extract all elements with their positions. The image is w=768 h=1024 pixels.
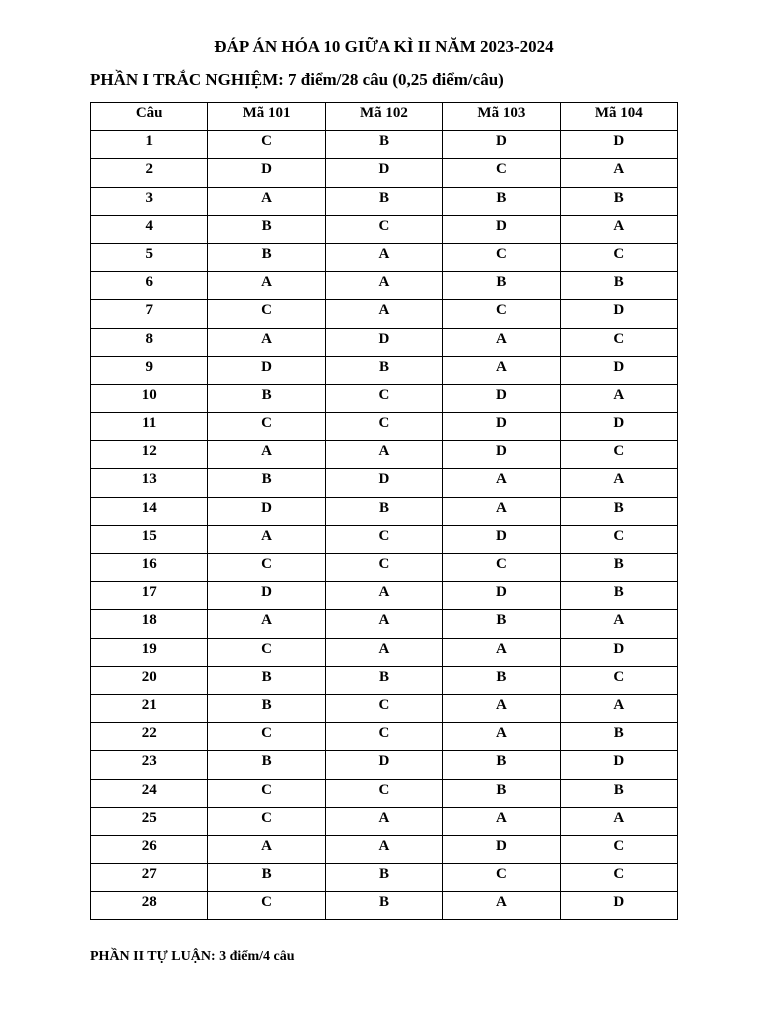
question-number-cell: 6 xyxy=(91,272,208,300)
code-101-answer-cell: A xyxy=(208,187,325,215)
column-header-code-102: Mã 102 xyxy=(325,103,442,131)
code-101-answer-cell: A xyxy=(208,525,325,553)
question-number-cell: 17 xyxy=(91,582,208,610)
code-101-answer-cell: C xyxy=(208,638,325,666)
column-header-question: Câu xyxy=(91,103,208,131)
code-101-answer-cell: D xyxy=(208,356,325,384)
code-103-answer-cell: D xyxy=(443,215,560,243)
code-101-answer-cell: B xyxy=(208,666,325,694)
table-row xyxy=(91,497,678,525)
answer-key-table xyxy=(90,102,678,920)
code-103-answer-cell: B xyxy=(443,272,560,300)
code-104-answer-cell: A xyxy=(560,215,677,243)
table-header-row xyxy=(91,103,678,131)
code-102-answer-cell: C xyxy=(325,694,442,722)
code-103-answer-cell: C xyxy=(443,300,560,328)
code-101-answer-cell: B xyxy=(208,864,325,892)
code-102-answer-cell: D xyxy=(325,751,442,779)
code-104-answer-cell: C xyxy=(560,835,677,863)
code-102-answer-cell: C xyxy=(325,525,442,553)
code-104-answer-cell: A xyxy=(560,469,677,497)
table-row xyxy=(91,300,678,328)
code-101-answer-cell: C xyxy=(208,131,325,159)
code-104-answer-cell: A xyxy=(560,384,677,412)
code-102-answer-cell: D xyxy=(325,469,442,497)
table-row xyxy=(91,525,678,553)
code-101-answer-cell: A xyxy=(208,272,325,300)
code-103-answer-cell: C xyxy=(443,554,560,582)
question-number-cell: 24 xyxy=(91,779,208,807)
code-103-answer-cell: D xyxy=(443,131,560,159)
code-101-answer-cell: B xyxy=(208,751,325,779)
table-row xyxy=(91,441,678,469)
code-101-answer-cell: C xyxy=(208,779,325,807)
code-102-answer-cell: D xyxy=(325,328,442,356)
code-101-answer-cell: A xyxy=(208,441,325,469)
table-row xyxy=(91,694,678,722)
code-102-answer-cell: C xyxy=(325,413,442,441)
question-number-cell: 5 xyxy=(91,243,208,271)
code-103-answer-cell: C xyxy=(443,159,560,187)
question-number-cell: 4 xyxy=(91,215,208,243)
code-103-answer-cell: B xyxy=(443,779,560,807)
table-row xyxy=(91,131,678,159)
code-102-answer-cell: B xyxy=(325,892,442,920)
question-number-cell: 9 xyxy=(91,356,208,384)
table-row xyxy=(91,779,678,807)
code-104-answer-cell: C xyxy=(560,666,677,694)
code-101-answer-cell: B xyxy=(208,469,325,497)
code-102-answer-cell: C xyxy=(325,384,442,412)
code-104-answer-cell: A xyxy=(560,610,677,638)
code-101-answer-cell: A xyxy=(208,610,325,638)
table-row xyxy=(91,215,678,243)
code-102-answer-cell: B xyxy=(325,666,442,694)
code-101-answer-cell: C xyxy=(208,723,325,751)
code-104-answer-cell: D xyxy=(560,638,677,666)
code-101-answer-cell: C xyxy=(208,554,325,582)
question-number-cell: 2 xyxy=(91,159,208,187)
table-row xyxy=(91,582,678,610)
question-number-cell: 19 xyxy=(91,638,208,666)
code-102-answer-cell: A xyxy=(325,610,442,638)
code-102-answer-cell: C xyxy=(325,554,442,582)
table-row xyxy=(91,666,678,694)
column-header-code-104: Mã 104 xyxy=(560,103,677,131)
code-101-answer-cell: C xyxy=(208,413,325,441)
code-104-answer-cell: A xyxy=(560,694,677,722)
code-103-answer-cell: D xyxy=(443,413,560,441)
code-104-answer-cell: B xyxy=(560,497,677,525)
code-101-answer-cell: A xyxy=(208,835,325,863)
question-number-cell: 26 xyxy=(91,835,208,863)
code-103-answer-cell: C xyxy=(443,864,560,892)
column-header-code-101: Mã 101 xyxy=(208,103,325,131)
code-102-answer-cell: A xyxy=(325,272,442,300)
question-number-cell: 23 xyxy=(91,751,208,779)
code-101-answer-cell: D xyxy=(208,497,325,525)
code-103-answer-cell: C xyxy=(443,243,560,271)
question-number-cell: 21 xyxy=(91,694,208,722)
table-row xyxy=(91,384,678,412)
code-102-answer-cell: A xyxy=(325,441,442,469)
code-103-answer-cell: A xyxy=(443,892,560,920)
code-102-answer-cell: A xyxy=(325,243,442,271)
code-101-answer-cell: B xyxy=(208,384,325,412)
code-102-answer-cell: D xyxy=(325,159,442,187)
question-number-cell: 1 xyxy=(91,131,208,159)
question-number-cell: 27 xyxy=(91,864,208,892)
code-104-answer-cell: B xyxy=(560,582,677,610)
code-103-answer-cell: A xyxy=(443,356,560,384)
code-102-answer-cell: A xyxy=(325,300,442,328)
code-102-answer-cell: B xyxy=(325,497,442,525)
code-102-answer-cell: B xyxy=(325,356,442,384)
code-103-answer-cell: D xyxy=(443,384,560,412)
code-103-answer-cell: A xyxy=(443,497,560,525)
table-row xyxy=(91,638,678,666)
table-row xyxy=(91,272,678,300)
table-row xyxy=(91,243,678,271)
code-102-answer-cell: B xyxy=(325,187,442,215)
code-103-answer-cell: A xyxy=(443,328,560,356)
code-103-answer-cell: D xyxy=(443,525,560,553)
code-103-answer-cell: D xyxy=(443,582,560,610)
table-row xyxy=(91,469,678,497)
code-104-answer-cell: B xyxy=(560,554,677,582)
code-101-answer-cell: C xyxy=(208,807,325,835)
code-103-answer-cell: B xyxy=(443,187,560,215)
code-104-answer-cell: D xyxy=(560,892,677,920)
code-102-answer-cell: C xyxy=(325,779,442,807)
code-101-answer-cell: D xyxy=(208,582,325,610)
code-101-answer-cell: D xyxy=(208,159,325,187)
code-101-answer-cell: A xyxy=(208,328,325,356)
table-row xyxy=(91,187,678,215)
question-number-cell: 18 xyxy=(91,610,208,638)
column-header-code-103: Mã 103 xyxy=(443,103,560,131)
code-101-answer-cell: B xyxy=(208,215,325,243)
question-number-cell: 7 xyxy=(91,300,208,328)
table-row xyxy=(91,413,678,441)
question-number-cell: 22 xyxy=(91,723,208,751)
code-104-answer-cell: B xyxy=(560,272,677,300)
question-number-cell: 28 xyxy=(91,892,208,920)
code-104-answer-cell: A xyxy=(560,159,677,187)
code-103-answer-cell: A xyxy=(443,694,560,722)
code-104-answer-cell: B xyxy=(560,723,677,751)
question-number-cell: 16 xyxy=(91,554,208,582)
table-row xyxy=(91,892,678,920)
code-103-answer-cell: B xyxy=(443,666,560,694)
code-103-answer-cell: A xyxy=(443,807,560,835)
table-row xyxy=(91,356,678,384)
section-2-heading: PHẦN II TỰ LUẬN: 3 điểm/4 câu xyxy=(90,949,295,964)
code-102-answer-cell: C xyxy=(325,215,442,243)
code-101-answer-cell: C xyxy=(208,892,325,920)
code-102-answer-cell: A xyxy=(325,835,442,863)
document-title: ĐÁP ÁN HÓA 10 GIỮA KÌ II NĂM 2023-2024 xyxy=(214,37,554,56)
code-103-answer-cell: D xyxy=(443,441,560,469)
code-104-answer-cell: D xyxy=(560,131,677,159)
question-number-cell: 15 xyxy=(91,525,208,553)
code-103-answer-cell: B xyxy=(443,610,560,638)
question-number-cell: 13 xyxy=(91,469,208,497)
code-104-answer-cell: C xyxy=(560,864,677,892)
question-number-cell: 11 xyxy=(91,413,208,441)
question-number-cell: 12 xyxy=(91,441,208,469)
section-1-heading: PHẦN I TRẮC NGHIỆM: 7 điểm/28 câu (0,25 điểm/câu) xyxy=(90,70,504,89)
code-104-answer-cell: A xyxy=(560,807,677,835)
table-row xyxy=(91,807,678,835)
table-row xyxy=(91,328,678,356)
code-101-answer-cell: B xyxy=(208,243,325,271)
code-104-answer-cell: C xyxy=(560,525,677,553)
code-101-answer-cell: B xyxy=(208,694,325,722)
code-102-answer-cell: A xyxy=(325,582,442,610)
code-102-answer-cell: C xyxy=(325,723,442,751)
table-row xyxy=(91,159,678,187)
code-102-answer-cell: A xyxy=(325,638,442,666)
code-102-answer-cell: A xyxy=(325,807,442,835)
code-104-answer-cell: C xyxy=(560,328,677,356)
code-103-answer-cell: D xyxy=(443,835,560,863)
code-104-answer-cell: D xyxy=(560,751,677,779)
code-104-answer-cell: C xyxy=(560,243,677,271)
code-104-answer-cell: D xyxy=(560,300,677,328)
table-row xyxy=(91,835,678,863)
code-101-answer-cell: C xyxy=(208,300,325,328)
table-row xyxy=(91,554,678,582)
code-103-answer-cell: A xyxy=(443,469,560,497)
code-103-answer-cell: B xyxy=(443,751,560,779)
question-number-cell: 3 xyxy=(91,187,208,215)
code-102-answer-cell: B xyxy=(325,864,442,892)
code-104-answer-cell: C xyxy=(560,441,677,469)
table-row xyxy=(91,751,678,779)
code-102-answer-cell: B xyxy=(325,131,442,159)
code-104-answer-cell: B xyxy=(560,779,677,807)
table-row xyxy=(91,610,678,638)
code-104-answer-cell: D xyxy=(560,356,677,384)
code-103-answer-cell: A xyxy=(443,723,560,751)
question-number-cell: 8 xyxy=(91,328,208,356)
question-number-cell: 25 xyxy=(91,807,208,835)
question-number-cell: 10 xyxy=(91,384,208,412)
code-104-answer-cell: B xyxy=(560,187,677,215)
table-row xyxy=(91,864,678,892)
code-103-answer-cell: A xyxy=(443,638,560,666)
code-104-answer-cell: D xyxy=(560,413,677,441)
table-row xyxy=(91,723,678,751)
question-number-cell: 20 xyxy=(91,666,208,694)
question-number-cell: 14 xyxy=(91,497,208,525)
